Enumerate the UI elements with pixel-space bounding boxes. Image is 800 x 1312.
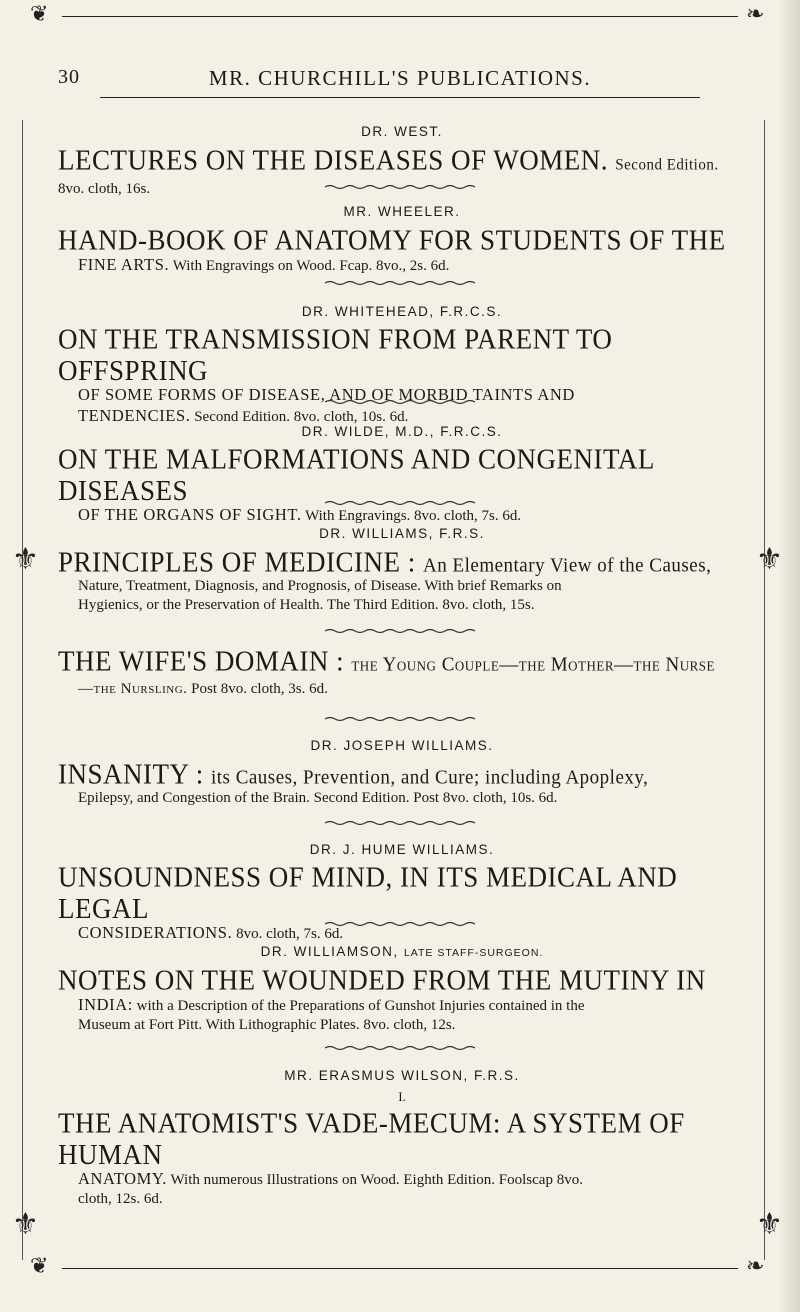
entry-wifes-domain bbox=[58, 646, 746, 699]
side-ornament-icon: ⚜ bbox=[756, 1207, 783, 1242]
corner-ornament-icon: ❦ bbox=[30, 2, 49, 27]
entry-title-cont: CONSIDERATIONS. bbox=[78, 923, 233, 942]
bottom-border-rule bbox=[62, 1268, 738, 1269]
entry-title-text: THE WIFE'S DOMAIN : bbox=[58, 645, 345, 677]
ornamental-divider bbox=[325, 184, 475, 190]
entry-author: DR. WILLIAMS, F.R.S. bbox=[319, 526, 485, 541]
entry-wilde bbox=[58, 424, 746, 526]
entry-details-text: Second Edition. 8vo. cloth, 10s. 6d. bbox=[194, 409, 409, 425]
corner-ornament-icon: ❧ bbox=[746, 2, 765, 27]
side-ornament-icon: ⚜ bbox=[12, 1207, 39, 1242]
right-border-line bbox=[764, 120, 765, 1260]
entry-details-line: Nature, Treatment, Diagnosis, and Prognosis, of Disease. With brief Remarks on bbox=[78, 578, 562, 594]
entry-author: DR. JOSEPH WILLIAMS. bbox=[310, 738, 494, 753]
entry-author-name: DR. WILLIAMSON, bbox=[260, 944, 399, 959]
entry-details bbox=[58, 255, 746, 276]
entry-title-cont: ANATOMY. bbox=[78, 1169, 167, 1188]
entry-author bbox=[58, 944, 746, 959]
entry-title: ON THE TRANSMISSION FROM PARENT TO OFFSPRING bbox=[58, 323, 613, 387]
entry-details bbox=[58, 577, 746, 615]
entry-details bbox=[58, 385, 746, 427]
side-ornament-icon: ⚜ bbox=[756, 542, 783, 577]
ornamental-divider bbox=[325, 500, 475, 506]
entry-author: DR. WEST. bbox=[361, 124, 443, 139]
entry-title-text: LECTURES ON THE DISEASES OF WOMEN. bbox=[58, 144, 609, 176]
entry-author: DR. J. HUME WILLIAMS. bbox=[309, 842, 495, 857]
entry-author: DR. WILDE, M.D., F.R.C.S. bbox=[301, 424, 503, 439]
page-edge-shadow bbox=[778, 0, 800, 1312]
ornamental-divider bbox=[325, 628, 475, 634]
ornamental-divider bbox=[325, 399, 475, 405]
header-rule bbox=[100, 97, 700, 98]
entry-whitehead bbox=[58, 304, 746, 427]
left-border-line bbox=[22, 120, 23, 1260]
entry-title bbox=[58, 546, 746, 578]
entry-details-line: —the Nursling. bbox=[78, 681, 188, 697]
entry-author: MR. WHEELER. bbox=[343, 204, 461, 219]
ornamental-divider bbox=[325, 1045, 475, 1051]
entry-details-text: With Engravings. 8vo. cloth, 7s. 6d. bbox=[305, 508, 522, 524]
entry-williams bbox=[58, 526, 746, 615]
entry-author-suffix: LATE STAFF-SURGEON. bbox=[403, 947, 544, 959]
entry-details-text: With Engravings on Wood. Fcap. 8vo., 2s. 6d. bbox=[172, 258, 450, 274]
entry-title: ON THE MALFORMATIONS AND CONGENITAL DISEASES bbox=[58, 443, 654, 507]
entry-title bbox=[58, 144, 746, 181]
entry-edition: Second Edition. bbox=[615, 156, 719, 174]
entry-hume-williams bbox=[58, 842, 746, 944]
entry-title-cont: OF SOME FORMS OF DISEASE, AND OF MORBID TAINTS AND bbox=[78, 385, 575, 404]
entry-joseph-williams bbox=[58, 738, 746, 808]
entry-title: UNSOUNDNESS OF MIND, IN ITS MEDICAL AND LEGAL bbox=[58, 861, 678, 925]
corner-ornament-icon: ❦ bbox=[30, 1254, 49, 1279]
entry-details: 8vo. cloth, 16s. bbox=[58, 181, 151, 197]
ornamental-divider bbox=[325, 820, 475, 826]
ornamental-divider bbox=[325, 716, 475, 722]
entry-details-line: Post 8vo. cloth, 3s. 6d. bbox=[191, 681, 328, 697]
entry-title-cont-2: TENDENCIES. bbox=[78, 406, 191, 425]
entry-title bbox=[58, 758, 746, 790]
entry-details-line: Hygienics, or the Preservation of Health. The Third Edition. 8vo. cloth, 15s. bbox=[78, 597, 535, 613]
page-header bbox=[0, 66, 800, 92]
entry-author: DR. WHITEHEAD, F.R.C.S. bbox=[301, 304, 503, 319]
entry-details bbox=[58, 995, 746, 1035]
entry-title-text: INSANITY : bbox=[58, 758, 204, 790]
page-number: 30 bbox=[58, 66, 80, 88]
entry-wheeler bbox=[58, 204, 746, 276]
entry-details-text: the Young Couple—the Mother—the Nurse bbox=[351, 653, 715, 676]
entry-title: NOTES ON THE WOUNDED FROM THE MUTINY IN bbox=[58, 964, 706, 996]
entry-title-cont: INDIA: bbox=[78, 995, 133, 1014]
entry-details bbox=[58, 680, 746, 699]
entry-details-line: With numerous Illustrations on Wood. Eighth Edition. Foolscap 8vo. bbox=[170, 1172, 583, 1188]
top-border-rule bbox=[62, 16, 738, 17]
ornamental-divider bbox=[325, 921, 475, 927]
entry-title bbox=[58, 645, 746, 681]
entry-details-text: its Causes, Prevention, and Cure; including Apoplexy, bbox=[211, 766, 649, 789]
entry-erasmus-wilson bbox=[58, 1068, 746, 1209]
corner-ornament-icon: ❧ bbox=[746, 1254, 765, 1279]
entry-title: THE ANATOMIST'S VADE-MECUM: A SYSTEM OF HUMAN bbox=[58, 1107, 685, 1171]
entry-details-line: Museum at Fort Pitt. With Lithographic Plates. 8vo. cloth, 12s. bbox=[78, 1017, 456, 1033]
entry-details bbox=[58, 505, 746, 526]
entry-title-cont: OF THE ORGANS OF SIGHT. bbox=[78, 505, 302, 524]
side-ornament-icon: ⚜ bbox=[12, 542, 39, 577]
entry-details: Epilepsy, and Congestion of the Brain. Second Edition. Post 8vo. cloth, 10s. 6d. bbox=[78, 790, 558, 806]
entry-details-line: with a Description of the Preparations of Gunshot Injuries contained in the bbox=[136, 998, 585, 1014]
entry-details-text: An Elementary View of the Causes, bbox=[423, 554, 712, 577]
entry-title: HAND-BOOK OF ANATOMY FOR STUDENTS OF THE bbox=[58, 224, 726, 256]
entry-author: MR. ERASMUS WILSON, F.R.S. bbox=[284, 1068, 520, 1083]
entry-title-text: PRINCIPLES OF MEDICINE : bbox=[58, 546, 416, 578]
running-title: MR. CHURCHILL'S PUBLICATIONS. bbox=[208, 66, 592, 90]
entry-details-line: cloth, 12s. 6d. bbox=[78, 1191, 163, 1207]
entry-title-cont: FINE ARTS. bbox=[78, 255, 170, 274]
entry-details-text: 8vo. cloth, 7s. 6d. bbox=[236, 926, 344, 942]
entry-numeral: I. bbox=[398, 1089, 406, 1104]
entry-williamson bbox=[58, 944, 746, 1035]
ornamental-divider bbox=[325, 280, 475, 286]
entry-details bbox=[58, 1169, 746, 1209]
